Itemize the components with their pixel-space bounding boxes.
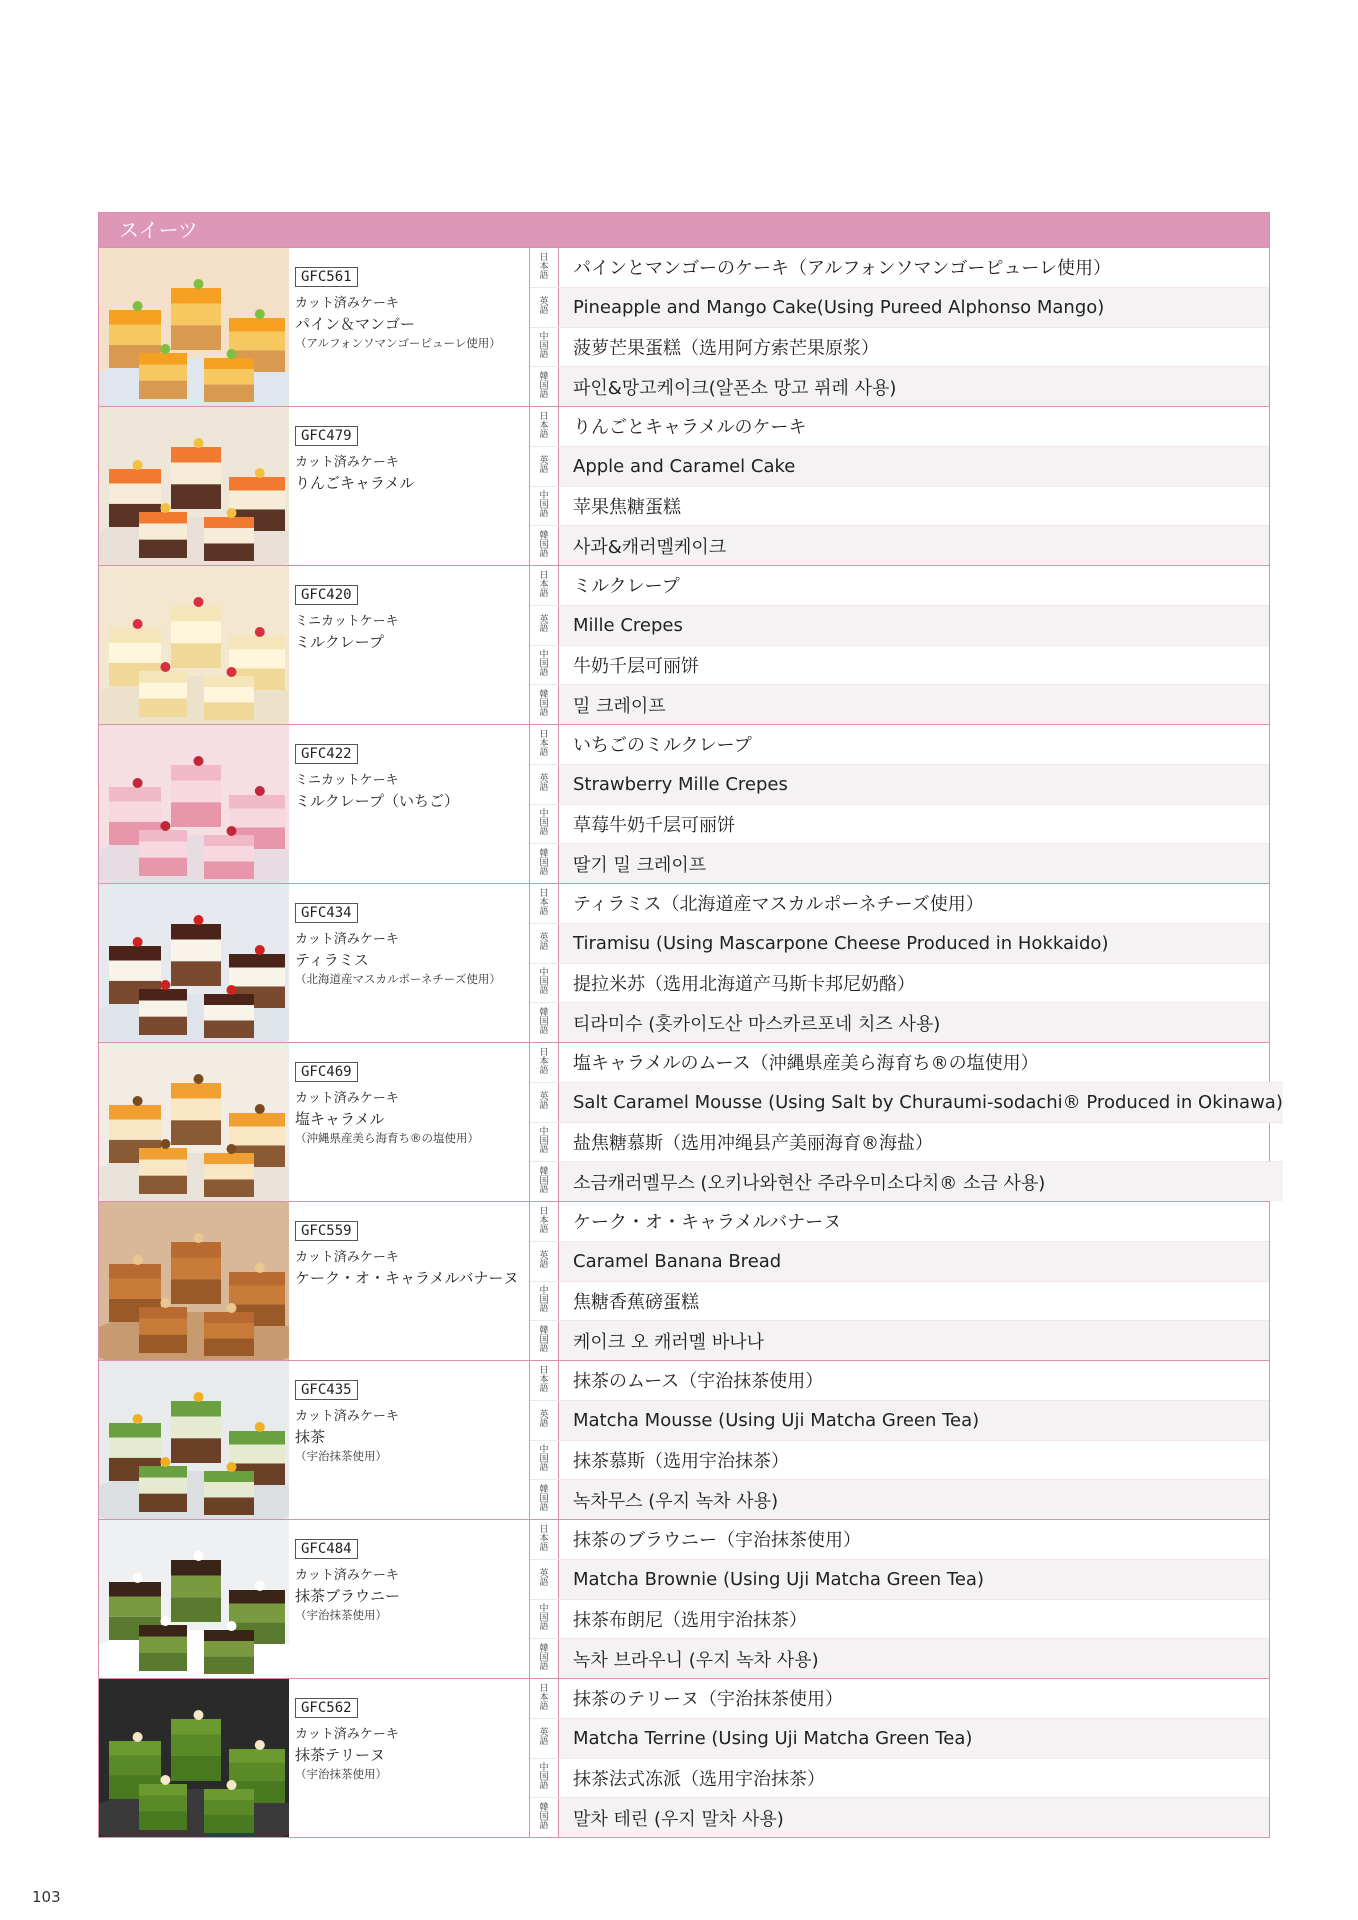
- product-code: GFC484: [295, 1539, 358, 1559]
- language-label: 中国語: [539, 491, 549, 520]
- language-label: 日本語: [539, 1047, 549, 1076]
- translation-text: Apple and Caramel Cake: [573, 455, 796, 477]
- language-tag: [530, 1321, 559, 1360]
- product-note: （北海道産マスカルポーネチーズ使用）: [295, 972, 501, 986]
- language-tag: [530, 1083, 559, 1122]
- language-tag: [530, 646, 559, 685]
- product-name: 抹茶ブラウニー: [295, 1587, 401, 1605]
- translation-row-zh: [530, 645, 1269, 685]
- language-tag: [530, 367, 559, 406]
- product-photo: [99, 566, 289, 724]
- translation-text: 抹茶布朗尼（选用宇治抹茶）: [573, 1609, 807, 1631]
- language-label: 日本語: [539, 570, 549, 599]
- language-label: 英語: [539, 1569, 549, 1589]
- product-row: [99, 883, 1269, 1042]
- language-tag: [530, 1043, 559, 1082]
- product-note: （宇治抹茶使用）: [295, 1449, 387, 1463]
- translation-row-en: [530, 1718, 1269, 1758]
- language-label: 日本語: [539, 1524, 549, 1553]
- product-photo: [99, 1043, 289, 1201]
- language-tag: [530, 1242, 559, 1281]
- translation-text: 케이크 오 캐러멜 바나나: [573, 1331, 765, 1353]
- product-category: カット済みケーキ: [295, 932, 399, 947]
- language-tag: [530, 248, 559, 287]
- language-label: 英語: [539, 1251, 549, 1271]
- language-tag: [530, 1282, 559, 1321]
- product-info: [289, 1679, 530, 1837]
- translation-row-en: [530, 1400, 1269, 1440]
- product-code: GFC469: [295, 1062, 358, 1082]
- translations: [530, 1520, 1269, 1678]
- translation-row-ja: [530, 1520, 1269, 1559]
- language-tag: [530, 487, 559, 526]
- translation-row-zh: [530, 327, 1269, 367]
- language-label: 韓国語: [539, 849, 549, 878]
- product-photo: [99, 1520, 289, 1678]
- language-tag: [530, 1003, 559, 1042]
- product-name: 抹茶テリーヌ: [295, 1746, 386, 1764]
- product-code: GFC559: [295, 1221, 358, 1241]
- translation-text: Pineapple and Mango Cake(Using Pureed Alphonso Mango): [573, 296, 1105, 318]
- translation-row-ja: [530, 884, 1269, 923]
- translations: [530, 884, 1269, 1042]
- language-label: 英語: [539, 297, 549, 317]
- translation-row-zh: [530, 1122, 1283, 1162]
- translation-row-ko: [530, 1002, 1269, 1042]
- product-category: カット済みケーキ: [295, 1250, 399, 1265]
- translations: [530, 566, 1269, 724]
- product-name: ケーク・オ・キャラメルバナーヌ: [295, 1269, 519, 1287]
- language-tag: [530, 1202, 559, 1241]
- language-label: 韓国語: [539, 1326, 549, 1355]
- product-code: GFC434: [295, 903, 358, 923]
- translation-text: 抹茶のブラウニー（宇治抹茶使用）: [573, 1530, 861, 1552]
- translation-row-ja: [530, 1043, 1283, 1082]
- translation-text: Mille Crepes: [573, 614, 683, 636]
- product-name: ミルクレープ: [295, 633, 384, 651]
- translation-text: 티라미수 (홋카이도산 마스카르포네 치즈 사용): [573, 1013, 941, 1035]
- product-photo: [99, 1361, 289, 1519]
- translation-text: りんごとキャラメルのケーキ: [573, 417, 807, 439]
- language-label: 英語: [539, 774, 549, 794]
- product-code: GFC561: [295, 267, 358, 287]
- product-row: [99, 1678, 1269, 1837]
- language-tag: [530, 1401, 559, 1440]
- translation-row-ko: [530, 1797, 1269, 1837]
- translation-text: いちごのミルクレープ: [573, 735, 752, 757]
- product-category: カット済みケーキ: [295, 1568, 399, 1583]
- translation-row-ko: [530, 684, 1269, 724]
- language-label: 日本語: [539, 252, 549, 281]
- language-label: 韓国語: [539, 1167, 549, 1196]
- language-label: 中国語: [539, 1445, 549, 1474]
- translation-row-zh: [530, 1281, 1269, 1321]
- translation-row-en: [530, 923, 1269, 963]
- language-label: 英語: [539, 1728, 549, 1748]
- product-name: パイン＆マンゴー: [295, 315, 416, 333]
- translation-row-en: [530, 1241, 1269, 1281]
- language-label: 中国語: [539, 1604, 549, 1633]
- product-row: [99, 1519, 1269, 1678]
- product-name: 抹茶: [295, 1428, 326, 1446]
- language-tag: [530, 844, 559, 883]
- translation-row-zh: [530, 1440, 1269, 1480]
- language-tag: [530, 1560, 559, 1599]
- translation-row-ko: [530, 366, 1269, 406]
- product-table: [98, 212, 1283, 1838]
- translation-text: 녹차무스 (우지 녹차 사용): [573, 1490, 779, 1512]
- language-label: 韓国語: [539, 1803, 549, 1832]
- product-photo: [99, 407, 289, 565]
- product-category: カット済みケーキ: [295, 1091, 399, 1106]
- product-info: [289, 725, 530, 883]
- product-name: ミルクレープ（いちご）: [295, 792, 459, 810]
- product-row: [99, 406, 1269, 565]
- language-label: 韓国語: [539, 1485, 549, 1514]
- translation-text: 焦糖香蕉磅蛋糕: [573, 1291, 699, 1313]
- translation-row-en: [530, 287, 1269, 327]
- translation-row-zh: [530, 1599, 1269, 1639]
- product-name: ティラミス: [295, 951, 369, 969]
- translation-row-ja: [530, 248, 1269, 287]
- language-label: 韓国語: [539, 1644, 549, 1673]
- translation-text: 소금캐러멜무스 (오키나와현산 주라우미소다치® 소금 사용): [573, 1172, 1046, 1194]
- language-tag: [530, 328, 559, 367]
- product-info: [289, 1520, 530, 1678]
- language-tag: [530, 1441, 559, 1480]
- language-tag: [530, 765, 559, 804]
- product-info: [289, 1043, 530, 1201]
- product-photo: [99, 884, 289, 1042]
- translation-row-ko: [530, 1638, 1269, 1678]
- language-tag: [530, 805, 559, 844]
- translation-text: 녹차 브라우니 (우지 녹차 사용): [573, 1649, 819, 1671]
- product-name: 塩キャラメル: [295, 1110, 385, 1128]
- product-note: （宇治抹茶使用）: [295, 1608, 387, 1622]
- translations: [530, 1202, 1269, 1360]
- translation-text: ミルクレープ: [573, 576, 680, 598]
- language-label: 韓国語: [539, 690, 549, 719]
- language-label: 日本語: [539, 729, 549, 758]
- translation-text: 抹茶のムース（宇治抹茶使用）: [573, 1371, 824, 1393]
- language-label: 中国語: [539, 1286, 549, 1315]
- translation-row-ja: [530, 725, 1269, 764]
- language-tag: [530, 1600, 559, 1639]
- translation-row-en: [530, 764, 1269, 804]
- translation-row-ko: [530, 525, 1269, 565]
- language-label: 中国語: [539, 650, 549, 679]
- product-info: [289, 1202, 530, 1360]
- language-tag: [530, 447, 559, 486]
- language-label: 英語: [539, 1410, 549, 1430]
- language-label: 英語: [539, 1092, 549, 1112]
- translation-row-zh: [530, 486, 1269, 526]
- language-label: 中国語: [539, 809, 549, 838]
- product-photo: [99, 248, 289, 406]
- translations: [530, 407, 1269, 565]
- language-label: 中国語: [539, 1763, 549, 1792]
- product-info: [289, 248, 530, 406]
- translation-row-en: [530, 1559, 1269, 1599]
- language-label: 日本語: [539, 411, 549, 440]
- translation-row-ja: [530, 407, 1269, 446]
- language-tag: [530, 526, 559, 565]
- product-row: [99, 247, 1269, 406]
- product-rows: [99, 247, 1283, 1837]
- translation-text: 牛奶千层可丽饼: [573, 655, 699, 677]
- product-name: りんごキャラメル: [295, 474, 415, 492]
- translation-text: 말차 테린 (우지 말차 사용): [573, 1808, 784, 1830]
- product-category: カット済みケーキ: [295, 1409, 399, 1424]
- translation-text: ティラミス（北海道産マスカルポーネチーズ使用）: [573, 894, 984, 916]
- translation-text: パインとマンゴーのケーキ（アルフォンソマンゴーピューレ使用）: [573, 258, 1112, 280]
- product-code: GFC435: [295, 1380, 358, 1400]
- translation-text: Salt Caramel Mousse (Using Salt by Churaumi-sodachi® Produced in Okinawa): [573, 1091, 1283, 1113]
- translation-text: 밀 크레이프: [573, 695, 666, 717]
- language-label: 英語: [539, 615, 549, 635]
- translation-row-ko: [530, 1320, 1269, 1360]
- product-photo: [99, 725, 289, 883]
- translation-text: Tiramisu (Using Mascarpone Cheese Produced in Hokkaido): [573, 932, 1109, 954]
- language-label: 中国語: [539, 968, 549, 997]
- product-category: カット済みケーキ: [295, 1727, 399, 1742]
- translation-text: 菠萝芒果蛋糕（选用阿方索芒果原浆）: [573, 337, 879, 359]
- product-category: カット済みケーキ: [295, 455, 399, 470]
- language-tag: [530, 725, 559, 764]
- translation-row-ja: [530, 1202, 1269, 1241]
- translation-text: Matcha Brownie (Using Uji Matcha Green Tea): [573, 1568, 984, 1590]
- translations: [530, 248, 1269, 406]
- translation-row-ko: [530, 1161, 1283, 1201]
- translation-text: 苹果焦糖蛋糕: [573, 496, 681, 518]
- language-tag: [530, 1719, 559, 1758]
- language-label: 韓国語: [539, 372, 549, 401]
- product-photo: [99, 1202, 289, 1360]
- language-label: 中国語: [539, 332, 549, 361]
- product-photo: [99, 1679, 289, 1837]
- translation-text: 딸기 밀 크레이프: [573, 854, 707, 876]
- language-label: 英語: [539, 456, 549, 476]
- translation-text: ケーク・オ・キャラメルバナーヌ: [573, 1212, 842, 1234]
- product-row: [99, 1201, 1269, 1360]
- language-tag: [530, 924, 559, 963]
- translation-row-ja: [530, 1361, 1269, 1400]
- language-label: 韓国語: [539, 531, 549, 560]
- translation-row-en: [530, 605, 1269, 645]
- language-tag: [530, 884, 559, 923]
- translation-text: Caramel Banana Bread: [573, 1250, 782, 1272]
- translation-text: 파인&망고케이크(알폰소 망고 퓌레 사용): [573, 377, 897, 399]
- product-info: [289, 1361, 530, 1519]
- translation-text: Strawberry Mille Crepes: [573, 773, 788, 795]
- product-note: （宇治抹茶使用）: [295, 1767, 387, 1781]
- language-tag: [530, 1679, 559, 1718]
- translation-text: 抹茶慕斯（选用宇治抹茶）: [573, 1450, 789, 1472]
- translation-text: Matcha Terrine (Using Uji Matcha Green Tea): [573, 1727, 973, 1749]
- translation-row-zh: [530, 804, 1269, 844]
- product-row: [99, 1042, 1283, 1201]
- translation-text: 草莓牛奶千层可丽饼: [573, 814, 735, 836]
- translation-row-ja: [530, 1679, 1269, 1718]
- language-tag: [530, 407, 559, 446]
- language-tag: [530, 1361, 559, 1400]
- product-code: GFC420: [295, 585, 358, 605]
- translation-text: 提拉米苏（选用北海道产马斯卡邦尼奶酪）: [573, 973, 915, 995]
- translation-text: 盐焦糖慕斯（选用冲绳县产美丽海育®海盐）: [573, 1132, 933, 1154]
- language-tag: [530, 964, 559, 1003]
- product-note: （沖縄県産美ら海育ち®の塩使用）: [295, 1131, 479, 1145]
- language-label: 韓国語: [539, 1008, 549, 1037]
- translations: [530, 725, 1269, 883]
- language-label: 日本語: [539, 1206, 549, 1235]
- translation-text: 塩キャラメルのムース（沖縄県産美ら海育ち®の塩使用）: [573, 1053, 1039, 1075]
- language-label: 日本語: [539, 1365, 549, 1394]
- language-label: 日本語: [539, 1683, 549, 1712]
- translations: [530, 1043, 1283, 1201]
- product-code: GFC479: [295, 426, 358, 446]
- language-tag: [530, 1639, 559, 1678]
- product-row: [99, 724, 1269, 883]
- translation-row-ko: [530, 1479, 1269, 1519]
- translation-row-zh: [530, 1758, 1269, 1798]
- translations: [530, 1361, 1269, 1519]
- language-tag: [530, 288, 559, 327]
- language-tag: [530, 606, 559, 645]
- product-code: GFC562: [295, 1698, 358, 1718]
- translation-text: Matcha Mousse (Using Uji Matcha Green Tea): [573, 1409, 980, 1431]
- translation-row-ko: [530, 843, 1269, 883]
- translation-row-zh: [530, 963, 1269, 1003]
- language-tag: [530, 566, 559, 605]
- product-category: カット済みケーキ: [295, 296, 399, 311]
- product-code: GFC422: [295, 744, 358, 764]
- translations: [530, 1679, 1269, 1837]
- language-tag: [530, 1759, 559, 1798]
- product-info: [289, 407, 530, 565]
- language-tag: [530, 1798, 559, 1837]
- product-row: [99, 565, 1269, 724]
- language-tag: [530, 1162, 559, 1201]
- language-tag: [530, 1123, 559, 1162]
- section-title: スイーツ: [99, 213, 1269, 247]
- translation-text: 사과&캐러멜케이크: [573, 536, 727, 558]
- language-label: 日本語: [539, 888, 549, 917]
- translation-row-en: [530, 446, 1269, 486]
- product-category: ミニカットケーキ: [295, 614, 399, 629]
- product-info: [289, 566, 530, 724]
- product-category: ミニカットケーキ: [295, 773, 399, 788]
- product-note: （アルフォンソマンゴーピューレ使用）: [295, 336, 501, 350]
- product-info: [289, 884, 530, 1042]
- page-number: 103: [32, 1888, 61, 1906]
- translation-row-ja: [530, 566, 1269, 605]
- language-label: 英語: [539, 933, 549, 953]
- language-tag: [530, 685, 559, 724]
- translation-text: 抹茶法式冻派（选用宇治抹茶）: [573, 1768, 825, 1790]
- product-row: [99, 1360, 1269, 1519]
- language-tag: [530, 1520, 559, 1559]
- language-label: 中国語: [539, 1127, 549, 1156]
- translation-text: 抹茶のテリーヌ（宇治抹茶使用）: [573, 1689, 843, 1711]
- language-tag: [530, 1480, 559, 1519]
- translation-row-en: [530, 1082, 1283, 1122]
